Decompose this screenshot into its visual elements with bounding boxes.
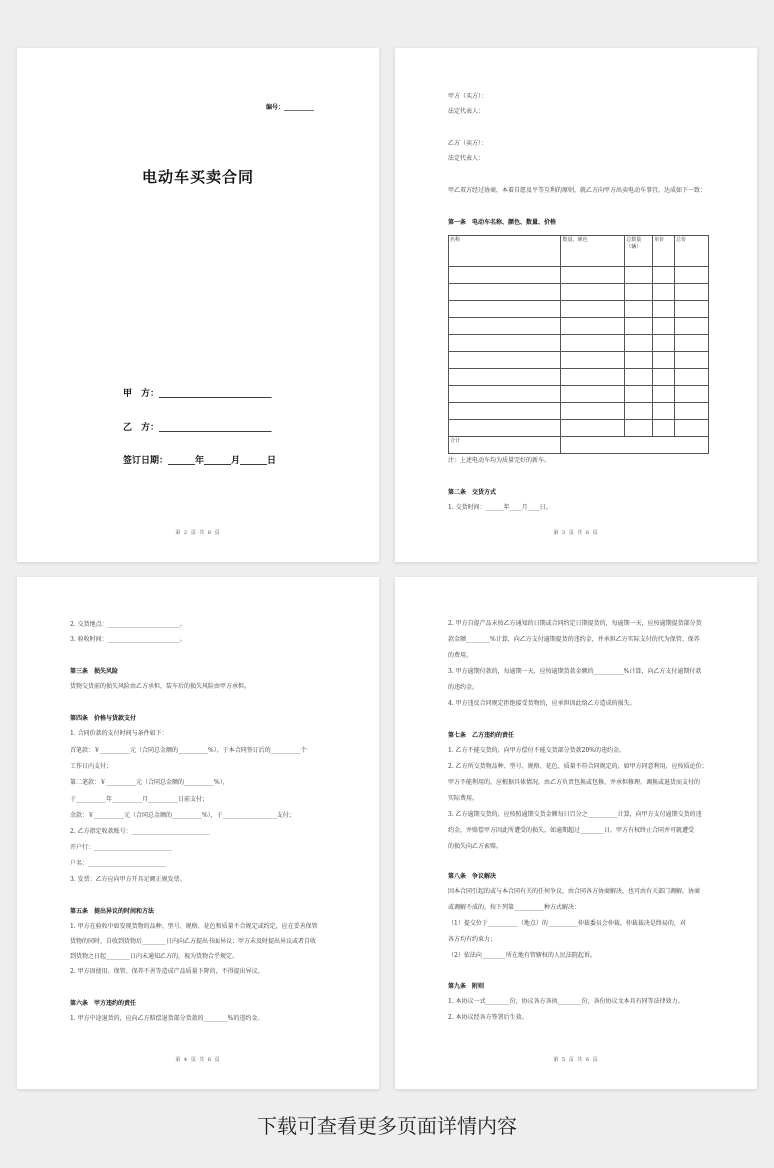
article-6-title: 第六条 甲方违约的责任 [70, 1000, 137, 1007]
delivery-time-line: 1. 交货时间：______年____月____日。 [448, 504, 552, 511]
table-header-cell: 单价 [653, 236, 675, 267]
text-line: 3. 乙方逾期交货的，应按照逾期交货金额每日百分之__________计算，向甲方支付逾期交货的违 [448, 811, 702, 818]
table-header-cell: 数量、颜色 [561, 236, 625, 267]
party-b-signature-line: 乙 方：_________________________ [123, 423, 272, 433]
text-line: 1. 合同价款的支付时间与条件如下： [70, 730, 168, 737]
text-line: 的违约金。 [448, 684, 479, 691]
text-line: 1. 甲方在验收中如发现货物的品种、型号、规格、花色和质量不合规定或约定，应在妥善保管 [70, 923, 318, 930]
text-line: 工作日内支付； [70, 763, 113, 770]
text-line: 3. 验收时间：________________________。 [70, 636, 186, 643]
text-line: 货物交货前的损失风险由乙方承担，装车后的损失风险由甲方承担。 [70, 683, 251, 690]
text-line: 1. 本协议一式________份，协议各方各执________份，各份协议文本具有同等法律效力。 [448, 998, 684, 1005]
party-a-signature-line: 甲 方：_________________________ [123, 389, 272, 399]
seller-label: 乙方（卖方）： [448, 140, 488, 147]
text-line: 到货物之日起________日内未通知乙方的，视为货物合乎规定。 [70, 953, 239, 960]
contract-number-label: 编号：__________ [266, 104, 315, 111]
text-line: 的费用。 [448, 652, 473, 659]
text-line: （1）提交位于__________（地点）的__________仲裁委员会仲裁。仲裁裁决是终局的，对 [448, 920, 686, 927]
contract-page-5 [395, 577, 757, 1089]
text-line: 2. 本协议经各方签署后生效。 [448, 1014, 528, 1021]
table-total-label: 合计 [449, 437, 561, 454]
text-line: 开户行：__________________________ [70, 844, 173, 851]
article-7-title: 第七条 乙方违约的责任 [448, 732, 515, 739]
article-9-title: 第九条 附则 [448, 983, 485, 990]
table-header-cell: 总价 [675, 236, 709, 267]
text-line: 约金，并赔偿甲方因此所遭受的损失。如逾期超过________日，甲方有权终止合同并可就遭受 [448, 827, 695, 834]
table-row [449, 267, 709, 284]
text-line: （2）依法向________所在地有管辖权的人民法院起诉。 [448, 952, 596, 959]
text-line: 的损失向乙方索赔。 [448, 843, 503, 850]
text-line: 户名：__________________________ [70, 860, 167, 867]
text-line: 余款：￥__________元（合同总金额的__________%），于__________________支付； [70, 812, 295, 819]
contract-page-3 [395, 48, 757, 562]
table-row [449, 352, 709, 369]
table-row [449, 403, 709, 420]
vehicle-items-table [448, 235, 709, 454]
text-line: 3. 发票：乙方应向甲方开具足额正规发票。 [70, 876, 186, 883]
table-row [449, 284, 709, 301]
contract-cover-page [17, 48, 379, 562]
text-line: 2. 甲方因使用、保管、保养不善等造成产品质量下降的，不得提出异议。 [70, 968, 264, 975]
page-footer: 第 3 页 共 6 页 [553, 530, 599, 536]
article-4-title: 第四条 价格与货款支付 [70, 715, 137, 722]
page-footer: 第 4 页 共 6 页 [175, 1057, 221, 1063]
table-row [449, 301, 709, 318]
text-line: 各方均有约束力； [448, 936, 497, 943]
text-line: 于__________年__________月__________日前支付； [70, 796, 209, 803]
table-row [449, 386, 709, 403]
text-line: 或调解不成的，按下列第__________种方式解决： [448, 904, 581, 911]
table-header-cell: 总数量（辆） [625, 236, 653, 267]
article-1-title: 第一条 电动车名称、颜色、数量、价格 [448, 219, 557, 226]
text-line: 1. 乙方不能交货的，向甲方偿付不能交货部分货款20%的违约金。 [448, 747, 625, 754]
article-2-title: 第二条 交货方式 [448, 489, 497, 496]
text-line: 1. 甲方中途退货的，应向乙方赔偿退货部分货款的________%的违约金。 [70, 1015, 264, 1022]
contract-page-4 [17, 577, 379, 1089]
table-row [449, 420, 709, 437]
text-line: 款金额________%计算，向乙方支付逾期提货的违约金，并承担乙方实际支付的代为保管、保养 [448, 636, 700, 643]
download-more-caption: 下载可查看更多页面详情内容 [257, 1114, 517, 1138]
contract-intro: 甲乙双方经过协商，本着自愿及平等互利的原则，就乙方向甲方出卖电动车事宜，达成如下一致： [448, 187, 707, 194]
table-total-row [449, 437, 709, 454]
text-line: 2. 乙方指定收款账号：__________________________ [70, 828, 210, 835]
text-line: 2. 甲方自提产品未按乙方通知的日期或合同约定日期提货的，每逾期一天，应按逾期提货部分货 [448, 620, 702, 627]
seller-representative-label: 法定代表人： [448, 155, 485, 162]
page-footer: 第 5 页 共 6 页 [553, 1057, 599, 1063]
text-line: 4. 甲方违反合同规定拒绝接受货物的，应承担因此给乙方造成的损失。 [448, 700, 636, 707]
contract-title: 电动车买卖合同 [141, 168, 254, 186]
text-line: 因本合同引起的或与本合同有关的任何争议，由合同各方协商解决，也可由有关部门调解。协商 [448, 888, 701, 895]
text-line: 甲方不能利用的，应根据具体情况，由乙方负责包换或包修，并承担修理、调换或退货而支付的 [448, 779, 701, 786]
table-note: 注：上述电动车均为质量完好的新车。 [448, 457, 551, 464]
article-5-title: 第五条 提出异议的时间和方法 [70, 908, 155, 915]
text-line: 实际费用。 [448, 795, 479, 802]
table-row [449, 369, 709, 386]
table-header-cell: 名称 [449, 236, 561, 267]
signing-date-line: 签订日期：______年______月______日 [123, 456, 277, 466]
table-header-row [449, 236, 709, 267]
table-row [449, 318, 709, 335]
text-line: 第二笔款：￥__________元（合同总金额的__________%）， [70, 779, 229, 786]
buyer-label: 甲方（买方）： [448, 93, 488, 100]
text-line: 货物的同时，自收到货物后________日内向乙方提出书面异议；甲方未及时提出异议或者自收 [70, 938, 317, 945]
text-line: 2. 乙方所交货物品种、型号、规格、花色、质量不符合同规定的，如甲方同意利用，应按质论价； [448, 763, 708, 770]
article-3-title: 第三条 损失风险 [70, 668, 119, 675]
text-line: 3. 甲方逾期付款的，每逾期一天，应按逾期货款金额的__________%计算，向乙方支付逾期付款 [448, 668, 702, 675]
buyer-representative-label: 法定代表人： [448, 108, 485, 115]
page-footer: 第 2 页 共 6 页 [175, 530, 221, 536]
text-line: 首笔款：￥__________元（合同总金额的__________%），于本合同签订后的__________个 [70, 747, 307, 754]
table-row [449, 335, 709, 352]
article-8-title: 第八条 争议解决 [448, 873, 497, 880]
text-line: 2. 交货地点：________________________。 [70, 621, 186, 628]
